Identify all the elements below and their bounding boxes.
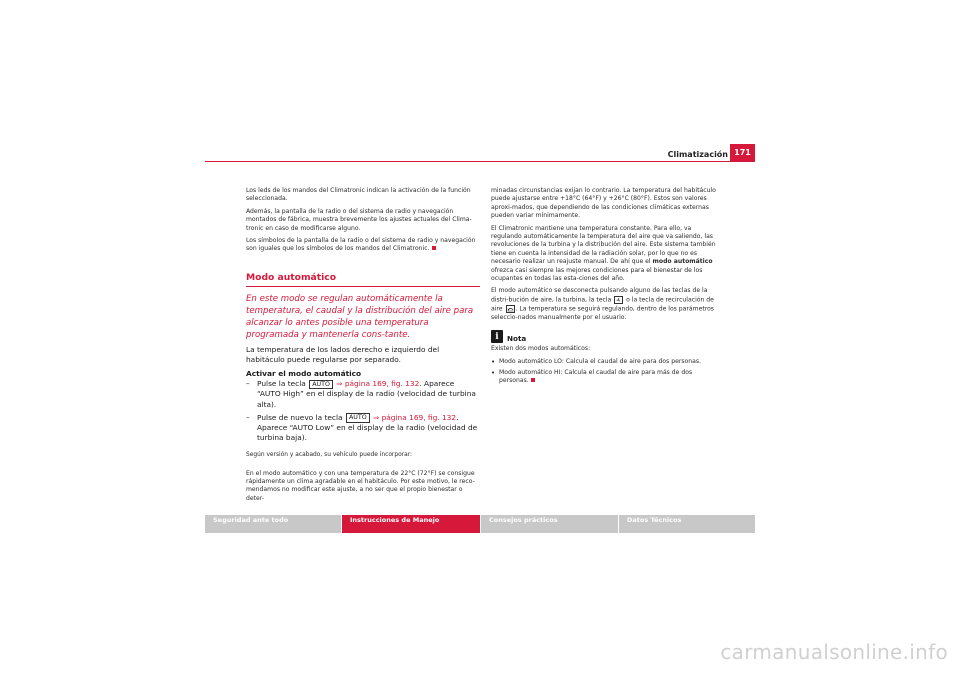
step-1 <box>246 379 480 410</box>
info-icon: i <box>491 330 503 343</box>
auto-key: AUTO <box>346 413 370 423</box>
end-of-section-mark <box>531 378 535 382</box>
footer-tab-consejos[interactable]: Consejos prácticos <box>481 515 618 533</box>
step-1-pre: Pulse la tecla <box>257 379 306 389</box>
step-2-post: . Aparece “AUTO Low” en el display de la radio (velocidad de turbina baja). <box>257 412 478 443</box>
right-paragraph-3-pre: El modo automático se desconecta pulsando alguno de las teclas de la distri-bución de aire, la turbina, la tecla <box>491 287 708 304</box>
header-rule <box>205 161 755 162</box>
recirculation-icon <box>506 305 515 313</box>
step-1-page-link[interactable]: ⇒ página 169, fig. 132 <box>336 379 420 389</box>
auto-key: AUTO <box>309 380 333 390</box>
step-2-pre: Pulse de nuevo la tecla <box>257 412 343 422</box>
right-column <box>491 187 719 389</box>
step-2-dash: – <box>246 412 250 422</box>
bullet-dot-icon: • <box>491 368 496 377</box>
end-of-section-mark <box>432 246 436 250</box>
step-1-dash: – <box>246 379 250 389</box>
step-2 <box>246 413 480 444</box>
nota-intro: Existen dos modos automáticos: <box>491 345 591 353</box>
nota-label: Nota <box>507 334 527 344</box>
right-paragraph-2-bold: modo automático <box>652 258 713 266</box>
sub-heading: Activar el modo automático <box>246 369 362 379</box>
footer-tab-instrucciones[interactable]: Instrucciones de Manejo <box>342 515 480 533</box>
page-number-badge: 171 <box>730 144 755 161</box>
section-lead: En este modo se regulan automáticamente la temperatura, el caudal y la distribución del aire para alcanzar lo antes posible una temperatura programada y mantenerla cons-tante. <box>246 293 474 340</box>
right-paragraph-2 <box>491 225 719 284</box>
section-rule <box>246 286 480 287</box>
right-paragraph-3-mid: o la tecla de recirculación de aire <box>491 296 714 313</box>
step-2-page-link[interactable]: ⇒ página 169, fig. 132 <box>373 412 457 422</box>
nota-bullet-1 <box>491 358 719 366</box>
section-heading: Modo automático <box>246 271 337 283</box>
bullet-dot-icon: • <box>491 357 496 366</box>
right-paragraph-3 <box>491 287 719 322</box>
intro-paragraph-3 <box>246 237 480 254</box>
right-paragraph-3-post: . La temperatura se seguirá regulando, dentro de los parámetros seleccio-nados manualmente por el usuario. <box>491 305 714 321</box>
nota-bullet-1-text: Modo automático LO: Calcula el caudal de aire para dos personas. <box>499 357 701 365</box>
version-note: Según versión y acabado, su vehículo puede incorporar: <box>246 452 413 459</box>
nota-header <box>491 330 719 343</box>
intro-paragraph-2: Además, la pantalla de la radio o del sistema de radio y navegación montados de fábrica, muestra brevemente los ajustes actuales del Clima-tronic en caso de modificarse alguno. <box>246 207 472 232</box>
body-paragraph-2: En el modo automático y con una temperatura de 22°C (72°F) se consigue rápidamente un clima agradable en el habitáculo. Por este motivo, le reco-mendamos no modificar este ajuste, a no ser que el propio bienestar o deter- <box>246 469 475 502</box>
fan-icon <box>614 296 623 304</box>
page-header-title: Climatización <box>667 150 728 159</box>
right-paragraph-1: minadas circunstancias exijan lo contrario. La temperatura del habitáculo puede ajustarse entre +18°C (64°F) y +26°C (80°F). Estos son valores aproxi-mados, que dependiendo de las condiciones climáticas externas pueden variar mínimamente. <box>491 187 716 220</box>
footer-tab-seguridad[interactable]: Seguridad ante todo <box>205 515 341 533</box>
footer-tab-datos[interactable]: Datos Técnicos <box>619 515 755 533</box>
nota-bullet-2 <box>491 369 719 386</box>
left-column <box>246 187 480 507</box>
body-paragraph-1: La temperatura de los lados derecho e izquierdo del habitáculo puede regularse por separado. <box>246 344 440 365</box>
step-1-post: . Aparece “AUTO High” en el display de la radio (velocidad de turbina alta). <box>257 379 476 409</box>
intro-paragraph-1: Los leds de los mandos del Climatronic indican la activación de la función seleccionada. <box>246 187 471 203</box>
nota-bullet-2-text: Modo automático HI: Calcula el caudal de aire para más de dos personas. <box>499 368 693 385</box>
intro-paragraph-3-text: Los símbolos de la pantalla de la radio o del sistema de radio y navegación son iguales que los símbolos de los mandos del Climatronic. <box>246 237 476 253</box>
right-paragraph-2-post: ofrezca casi siempre las mejores condiciones para el bienestar de los ocupantes en todas las esta-ciones del año. <box>491 266 703 283</box>
right-paragraph-2-pre: El Climatronic mantiene una temperatura constante. Para ello, va regulando automáticamente la temperatura del aire que va saliendo, las revoluciones de la turbina y la distribución del aire. Este sistema también tiene en cuenta la intensidad de la radiación solar, por lo que no es necesario realizar un reajuste manual. De ahí que el <box>491 224 716 266</box>
watermark: carmanualsonline.info <box>720 640 948 664</box>
